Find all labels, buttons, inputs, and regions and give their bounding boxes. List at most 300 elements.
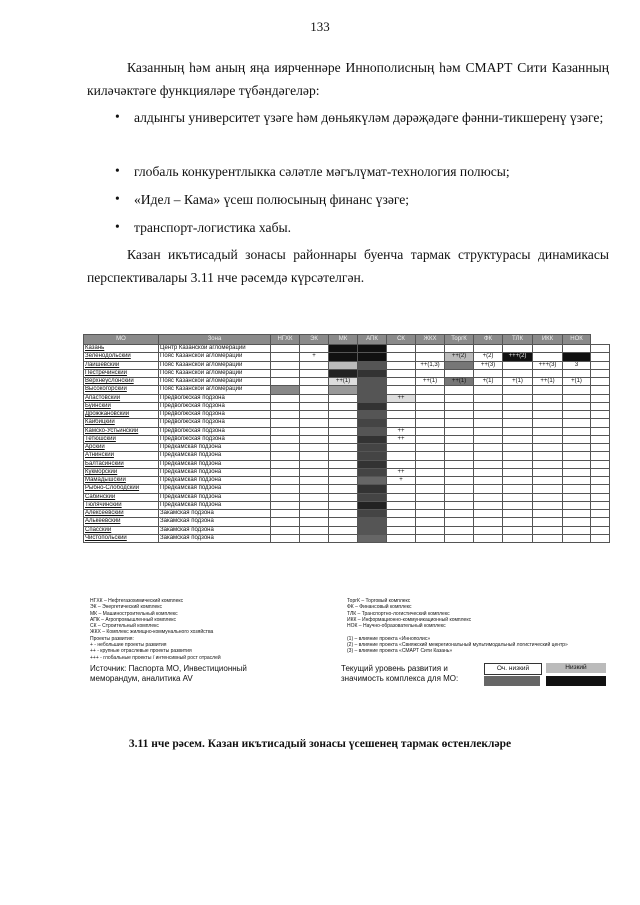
sector-cell [563,460,591,468]
sector-cell [358,444,387,452]
table-row [84,378,610,386]
sector-cell [329,386,358,394]
sector-cell: ++(2) [445,353,474,361]
sector-cell [358,518,387,526]
sector-cell [358,402,387,410]
sector-cell [416,444,445,452]
sector-cell [563,444,591,452]
legend-line: НГХК – Нефтегазохимический комплекс [90,598,184,604]
table-row [84,353,610,361]
sector-cell [300,485,329,493]
zone-cell: Предкамская подзона [159,493,271,501]
sector-cell [474,394,503,402]
sector-cell [591,460,610,468]
sector-cell [358,361,387,369]
sector-cell [329,468,358,476]
sector-cell [271,402,300,410]
municipality-cell: Чистопольский [84,534,159,542]
sector-cell [591,468,610,476]
sector-cell [416,534,445,542]
zone-cell: Пояс Казанской агломерации [159,386,271,394]
sector-cell [271,460,300,468]
sector-cell [533,345,563,353]
sector-cell [503,345,533,353]
sector-cell [300,477,329,485]
sector-cell [300,402,329,410]
table-header-cell: ТЛК [503,335,533,345]
bullet-item: «Идел – Кама» үсеш полюсының финанс үзәге; [134,192,410,207]
sector-cell [563,510,591,518]
sector-cell [445,427,474,435]
zone-cell: Предкамская подзона [159,444,271,452]
sector-cell [563,427,591,435]
sector-cell [503,452,533,460]
table-row [84,526,610,534]
legend-line: ФК – Финансовый комплекс [347,604,412,611]
sector-cell [271,477,300,485]
sector-cell [300,460,329,468]
zone-cell: Закамская подзона [159,534,271,542]
sector-cell [300,394,329,402]
sector-cell [563,477,591,485]
zone-cell: Пояс Казанской агломерации [159,369,271,377]
sector-cell [533,353,563,361]
sector-cell [445,361,474,369]
sector-cell [503,468,533,476]
municipality-cell: Верхнеуслонский [84,378,159,386]
sector-cell [271,353,300,361]
sector-cell [416,419,445,427]
municipality-cell: Атнинский [84,452,159,460]
sector-cell [474,534,503,542]
level-swatch-low: Низкий [546,663,606,673]
sector-cell [563,485,591,493]
sector-cell [563,493,591,501]
sector-cell [591,526,610,534]
sector-cell [416,468,445,476]
sector-cell: 3 [563,361,591,369]
sector-cell [591,394,610,402]
sector-cell [533,534,563,542]
table-header-cell: МК [329,335,358,345]
sector-cell [387,419,416,427]
sector-cell [445,510,474,518]
sector-cell [503,485,533,493]
sector-cell [474,419,503,427]
legend-line: (1) – влияние проекта «Иннополис» [347,635,431,642]
sector-cell [445,369,474,377]
table-row [84,394,610,402]
sector-cell [358,435,387,443]
municipality-cell: Казань [84,345,159,353]
sector-cell [416,369,445,377]
paragraph-figure-ref: Казан икътисадый зонасы районнары буенча тармак структурасы динамикасы перспективалары 3.11 нче рәсемдә күрсәтелгән. [87,247,609,285]
table-header-cell: ЖКХ [416,335,445,345]
sector-cell [503,501,533,509]
table-row [84,402,610,410]
sector-cell [533,493,563,501]
sector-cell [533,369,563,377]
sector-cell [503,510,533,518]
sector-cell [503,518,533,526]
sector-cell [271,493,300,501]
legend-line: +++ - глобальные проекты / интенсивный рост отраслей [90,654,221,661]
sector-cell [300,386,329,394]
sector-cell [329,510,358,518]
sector-cell [271,369,300,377]
table-header-cell: НОК [563,335,591,345]
sector-cell [271,534,300,542]
sector-cell [416,510,445,518]
page-number: 133 [310,19,330,34]
sector-cell [329,452,358,460]
sector-cell [591,345,610,353]
municipality-cell: Спасский [84,526,159,534]
sector-cell [358,493,387,501]
sector-cell [591,402,610,410]
sector-cell [329,419,358,427]
sector-cell [474,345,503,353]
sector-cell [387,518,416,526]
sector-cell [563,526,591,534]
sector-cell: ++ [387,394,416,402]
sector-cell [503,444,533,452]
sector-cell [300,361,329,369]
sector-cell [445,468,474,476]
sector-cell [358,526,387,534]
legend-line: Проекты развития: [90,635,134,642]
sector-cell [300,419,329,427]
bullet-marker: • [115,191,120,206]
municipality-cell: Рыбно-Слободский [84,485,159,493]
sector-cell [358,345,387,353]
sector-cell [358,460,387,468]
sector-cell [591,386,610,394]
sector-cell [533,452,563,460]
sector-cell [533,468,563,476]
legend-line: (3) – влияние проекта «СМАРТ Сити Казань» [347,648,453,655]
municipality-cell: Камско-Устьинский [84,427,159,435]
sector-cell [474,444,503,452]
sector-cell: ++ [387,468,416,476]
sector-cell [591,444,610,452]
sector-cell [300,501,329,509]
zone-cell: Предкамская подзона [159,452,271,460]
sector-cell [387,493,416,501]
table-row [84,444,610,452]
sector-cell [387,460,416,468]
sector-cell [300,452,329,460]
sector-cell: +(1) [503,378,533,386]
sector-cell [474,427,503,435]
figure-caption: 3.11 нче рәсем. Казан икътисадый зонасы үсешенең тармак өстенлекләре [128,738,512,750]
sector-cell [563,435,591,443]
sector-cell [533,485,563,493]
sector-cell [563,501,591,509]
table-row [84,435,610,443]
sector-cell [563,419,591,427]
municipality-cell: Алексеевский [84,510,159,518]
table-header-cell: ЭК [300,335,329,345]
sector-cell [271,361,300,369]
sector-cell [474,526,503,534]
sector-cell [271,468,300,476]
sector-cell [300,510,329,518]
legend-line: ЖКХ – Комплекс жилищно-коммунального хозяйства [90,629,214,636]
municipality-cell: Сабинский [84,493,159,501]
sector-cell [358,534,387,542]
zone-cell: Пояс Казанской агломерации [159,361,271,369]
sector-cell [271,452,300,460]
table-header-cell: ТоргК [445,335,474,345]
sector-cell [416,435,445,443]
sector-cell [503,477,533,485]
sector-cell [300,378,329,386]
sector-cell [445,493,474,501]
sector-cell [300,526,329,534]
sector-cell [300,444,329,452]
municipality-cell: Высокогорский [84,386,159,394]
sector-cell [329,402,358,410]
sector-cell [445,452,474,460]
legend-line: ТЛК – Транспортно-логистический комплекс [347,610,450,617]
sector-cell [300,435,329,443]
sector-cell [271,526,300,534]
sector-cell [591,518,610,526]
source-note: Источник: Паспорта МО, Инвестиционный меморандум, аналитика AV [90,664,247,683]
sector-cell: ++(1) [533,378,563,386]
sector-cell [503,386,533,394]
table-row [84,493,610,501]
sector-cell [445,501,474,509]
sector-cell [387,411,416,419]
table-header-cell: ФК [474,335,503,345]
sector-cell [503,534,533,542]
sector-cell [591,361,610,369]
sector-cell [329,345,358,353]
sector-cell [503,369,533,377]
table-header-cell: АПК [358,335,387,345]
sector-cell [474,411,503,419]
sector-cell [300,427,329,435]
sector-cell [503,394,533,402]
sector-cell [271,411,300,419]
table-row [84,427,610,435]
zone-cell: Предволжская подзона [159,435,271,443]
sector-cell [271,435,300,443]
sector-cell [474,386,503,394]
sector-cell [271,419,300,427]
sector-cell [445,518,474,526]
sector-cell [271,345,300,353]
sector-cell [358,369,387,377]
sector-cell [416,394,445,402]
sector-cell [533,419,563,427]
sector-cell [563,394,591,402]
sector-cell [387,378,416,386]
sector-cell [358,378,387,386]
sector-cell [387,444,416,452]
sector-cell [563,386,591,394]
table-header-cell: Зона [159,335,271,345]
municipality-cell: Алькеевский [84,518,159,526]
sector-cell [329,444,358,452]
sector-cell [533,510,563,518]
sector-cell [387,386,416,394]
sector-cell [387,353,416,361]
sector-cell [300,493,329,501]
sector-cell [591,369,610,377]
sector-cell [387,361,416,369]
sector-cell [445,444,474,452]
sector-cell [358,510,387,518]
sector-cell [358,485,387,493]
sector-cell [591,485,610,493]
sector-cell [300,345,329,353]
sector-cell [563,468,591,476]
bullet-marker: • [115,109,120,124]
sector-cell [416,386,445,394]
municipality-cell: Зеленодольский [84,353,159,361]
sector-cell: + [300,353,329,361]
sector-cell [474,501,503,509]
sector-cell [387,452,416,460]
sector-cell [591,435,610,443]
zone-cell: Центр Казанской агломерации [159,345,271,353]
sector-cell [300,534,329,542]
sector-cell: +(2) [474,353,503,361]
sector-cell [329,501,358,509]
table-row [84,369,610,377]
sector-cell [329,411,358,419]
sector-cell [416,485,445,493]
sector-cell [358,427,387,435]
sector-structure-table [83,334,610,543]
sector-cell [445,526,474,534]
municipality-cell: Буинский [84,402,159,410]
municipality-cell: Лаишевский [84,361,159,369]
zone-cell: Предкамская подзона [159,501,271,509]
sector-cell [474,485,503,493]
sector-cell [563,518,591,526]
sector-cell [474,493,503,501]
sector-cell [329,460,358,468]
sector-cell [416,477,445,485]
sector-cell: ++(1) [445,378,474,386]
sector-cell [329,435,358,443]
sector-cell [416,427,445,435]
table-row [84,386,610,394]
zone-cell: Предкамская подзона [159,477,271,485]
sector-cell [329,361,358,369]
sector-cell [474,468,503,476]
sector-cell [358,452,387,460]
sector-cell [533,518,563,526]
bullet-item: транспорт-логистика хабы. [134,220,292,235]
sector-cell [445,485,474,493]
table-row [84,411,610,419]
sector-cell [503,493,533,501]
sector-cell [329,534,358,542]
zone-cell: Предволжская подзона [159,402,271,410]
sector-cell [503,361,533,369]
sector-cell [416,501,445,509]
sector-cell [474,452,503,460]
legend-line: МК – Машиностроительный комплекс [90,610,178,617]
level-swatch-very-low: Оч. низкий [484,663,542,675]
zone-cell: Закамская подзона [159,518,271,526]
sector-cell [533,460,563,468]
sector-cell [563,534,591,542]
sector-cell [416,460,445,468]
bullet-item: алдынгы университет үзәге һәм дөньякүләм дәрәҗәдәге фәнни-тикшеренү үзәге; [134,110,604,125]
sector-cell [533,444,563,452]
sector-cell [329,369,358,377]
sector-cell [358,468,387,476]
table-row [84,460,610,468]
legend-line: НОК – Научно-образовательный комплекс [347,623,446,630]
sector-cell [591,378,610,386]
sector-cell [563,345,591,353]
sector-cell [474,369,503,377]
sector-cell [300,369,329,377]
table-row [84,419,610,427]
level-legend-label: Текущий уровень развития и значимость комплекса для МО: [341,664,459,683]
sector-cell [300,468,329,476]
legend-line: АПК – Агропромышленный комплекс [90,616,176,623]
municipality-cell: Тюлячинский [84,501,159,509]
sector-cell [358,386,387,394]
sector-cell [329,477,358,485]
sector-cell: + [387,477,416,485]
sector-cell [591,534,610,542]
sector-cell [271,501,300,509]
sector-cell [416,353,445,361]
sector-cell [474,510,503,518]
sector-cell: ++(1) [329,378,358,386]
legend-line: + - небольшие проекты развития [90,642,167,649]
sector-cell [387,501,416,509]
sector-cell [271,510,300,518]
table-row [84,468,610,476]
sector-cell [358,353,387,361]
legend-line: (2) – влияние проекта «Свияжский межрегиональный мультимодальный логистический центр» [347,642,568,649]
sector-cell [563,402,591,410]
legend-abbreviations-right [347,598,610,655]
sector-cell [445,419,474,427]
sector-cell [300,411,329,419]
zone-cell: Пояс Казанской агломерации [159,378,271,386]
zone-cell: Предволжская подзона [159,411,271,419]
sector-cell [591,493,610,501]
sector-cell [503,419,533,427]
sector-cell [358,501,387,509]
sector-cell [474,518,503,526]
sector-cell [445,435,474,443]
zone-cell: Предволжская подзона [159,427,271,435]
sector-cell [591,501,610,509]
sector-cell [503,411,533,419]
sector-cell: ++ [387,427,416,435]
legend-line: ТоргК – Торговый комплекс [347,598,411,604]
sector-cell [591,477,610,485]
sector-cell [533,394,563,402]
table-row [84,485,610,493]
sector-cell [503,435,533,443]
zone-cell: Предволжская подзона [159,419,271,427]
sector-cell [563,369,591,377]
table-header-cell: ИКК [533,335,563,345]
